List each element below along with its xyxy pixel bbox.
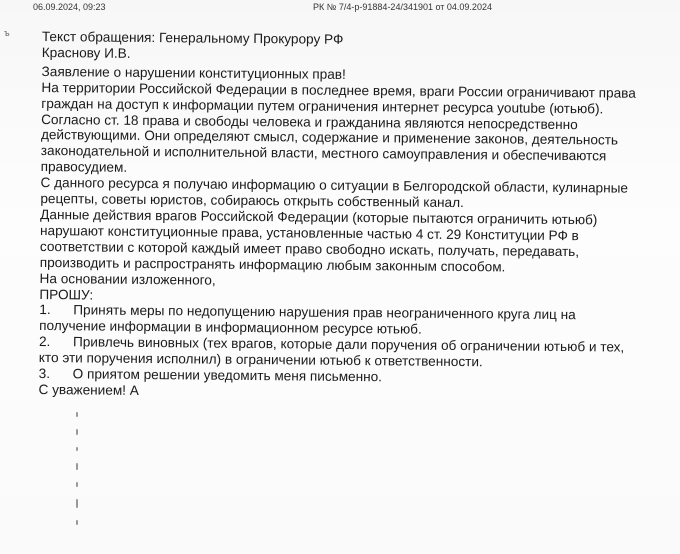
closing-line: С уважением! А xyxy=(38,381,139,398)
scan-mark xyxy=(76,429,78,435)
paragraph-4-line-3: соответствии с которой каждый имеет право свободно искать, получать, передавать, xyxy=(39,238,580,259)
paragraph-2-line-1: Согласно ст. 18 права и свободы человека и гражданина являются непосредственно xyxy=(41,111,578,132)
basis-line: На основании изложенного, xyxy=(39,270,216,288)
scan-mark xyxy=(76,482,78,487)
paragraph-2-line-4: правосудием. xyxy=(40,159,128,176)
request-item-number: 2. xyxy=(38,334,51,350)
request-heading: ПРОШУ: xyxy=(39,286,94,303)
scan-mark xyxy=(76,463,78,470)
request-item-text: Привлечь виновных (тех врагов, которые дали поручения об ограничении ютьюб и тех, xyxy=(72,334,625,355)
paragraph-2-line-2: действующими. Они определяют смысл, содержание и применение законов, деятельность xyxy=(40,127,619,148)
scan-mark xyxy=(76,499,78,508)
edge-mark: ъ xyxy=(4,28,10,38)
print-datetime: 06.09.2024, 09:23 xyxy=(33,2,106,12)
request-item-text: О приятом решении уведомить меня письменно. xyxy=(72,366,383,385)
request-item-number: 3. xyxy=(38,366,51,382)
paragraph-4-line-1: Данные действия врагов Российской Федерации (которые пытаются ограничить ютьюб) xyxy=(40,206,598,228)
paragraph-4-line-4: производить и распространять информацию любым законным способом. xyxy=(39,254,506,275)
registration-number: РК № 7/4-р-91884-24/341901 от 04.09.2024 xyxy=(313,2,492,12)
request-item-text: Принять меры по недопущению нарушения прав неограниченного круга лиц на xyxy=(73,302,576,323)
paragraph-2-line-3: законодательной и исполнительной власти, местного самоуправления и обеспечиваются xyxy=(40,143,607,164)
addressee-name: Краснову И.В. xyxy=(41,44,131,61)
scan-mark xyxy=(76,520,78,525)
request-item-number: 1. xyxy=(39,302,51,318)
scan-mark xyxy=(76,412,78,417)
paragraph-4-line-2: нарушают конституционные права, установленные частью 4 ст. 29 Конституции РФ в xyxy=(39,222,579,244)
document-body xyxy=(38,29,667,404)
paragraph-1-line-2: граждан на доступ к информации путем ограничения интернет ресурса youtube (ютьюб). xyxy=(41,95,604,117)
paragraph-1-line-1: На территории Российской Федерации в последнее время, враги России ограничивают права xyxy=(41,79,636,101)
appeal-subject: Текст обращения: Генеральному Прокурору РФ xyxy=(41,29,344,47)
request-item-continuation: получение информации в информационном ресурсе ютьюб. xyxy=(39,318,422,337)
request-item-continuation: кто эти поручения исполнил) в ограничении ютьюб к ответственности. xyxy=(38,350,483,370)
scan-mark xyxy=(76,447,78,451)
paragraph-3-line-2: рецепты, советы юристов, собираюсь открыть собственный канал. xyxy=(40,191,464,211)
statement-title: Заявление о нарушении конституционных прав! xyxy=(41,63,346,82)
faint-scan-marks xyxy=(76,412,86,542)
paragraph-3-line-1: С данного ресурса я получаю информацию о ситуации в Белгородской области, кулинарные xyxy=(40,175,629,196)
